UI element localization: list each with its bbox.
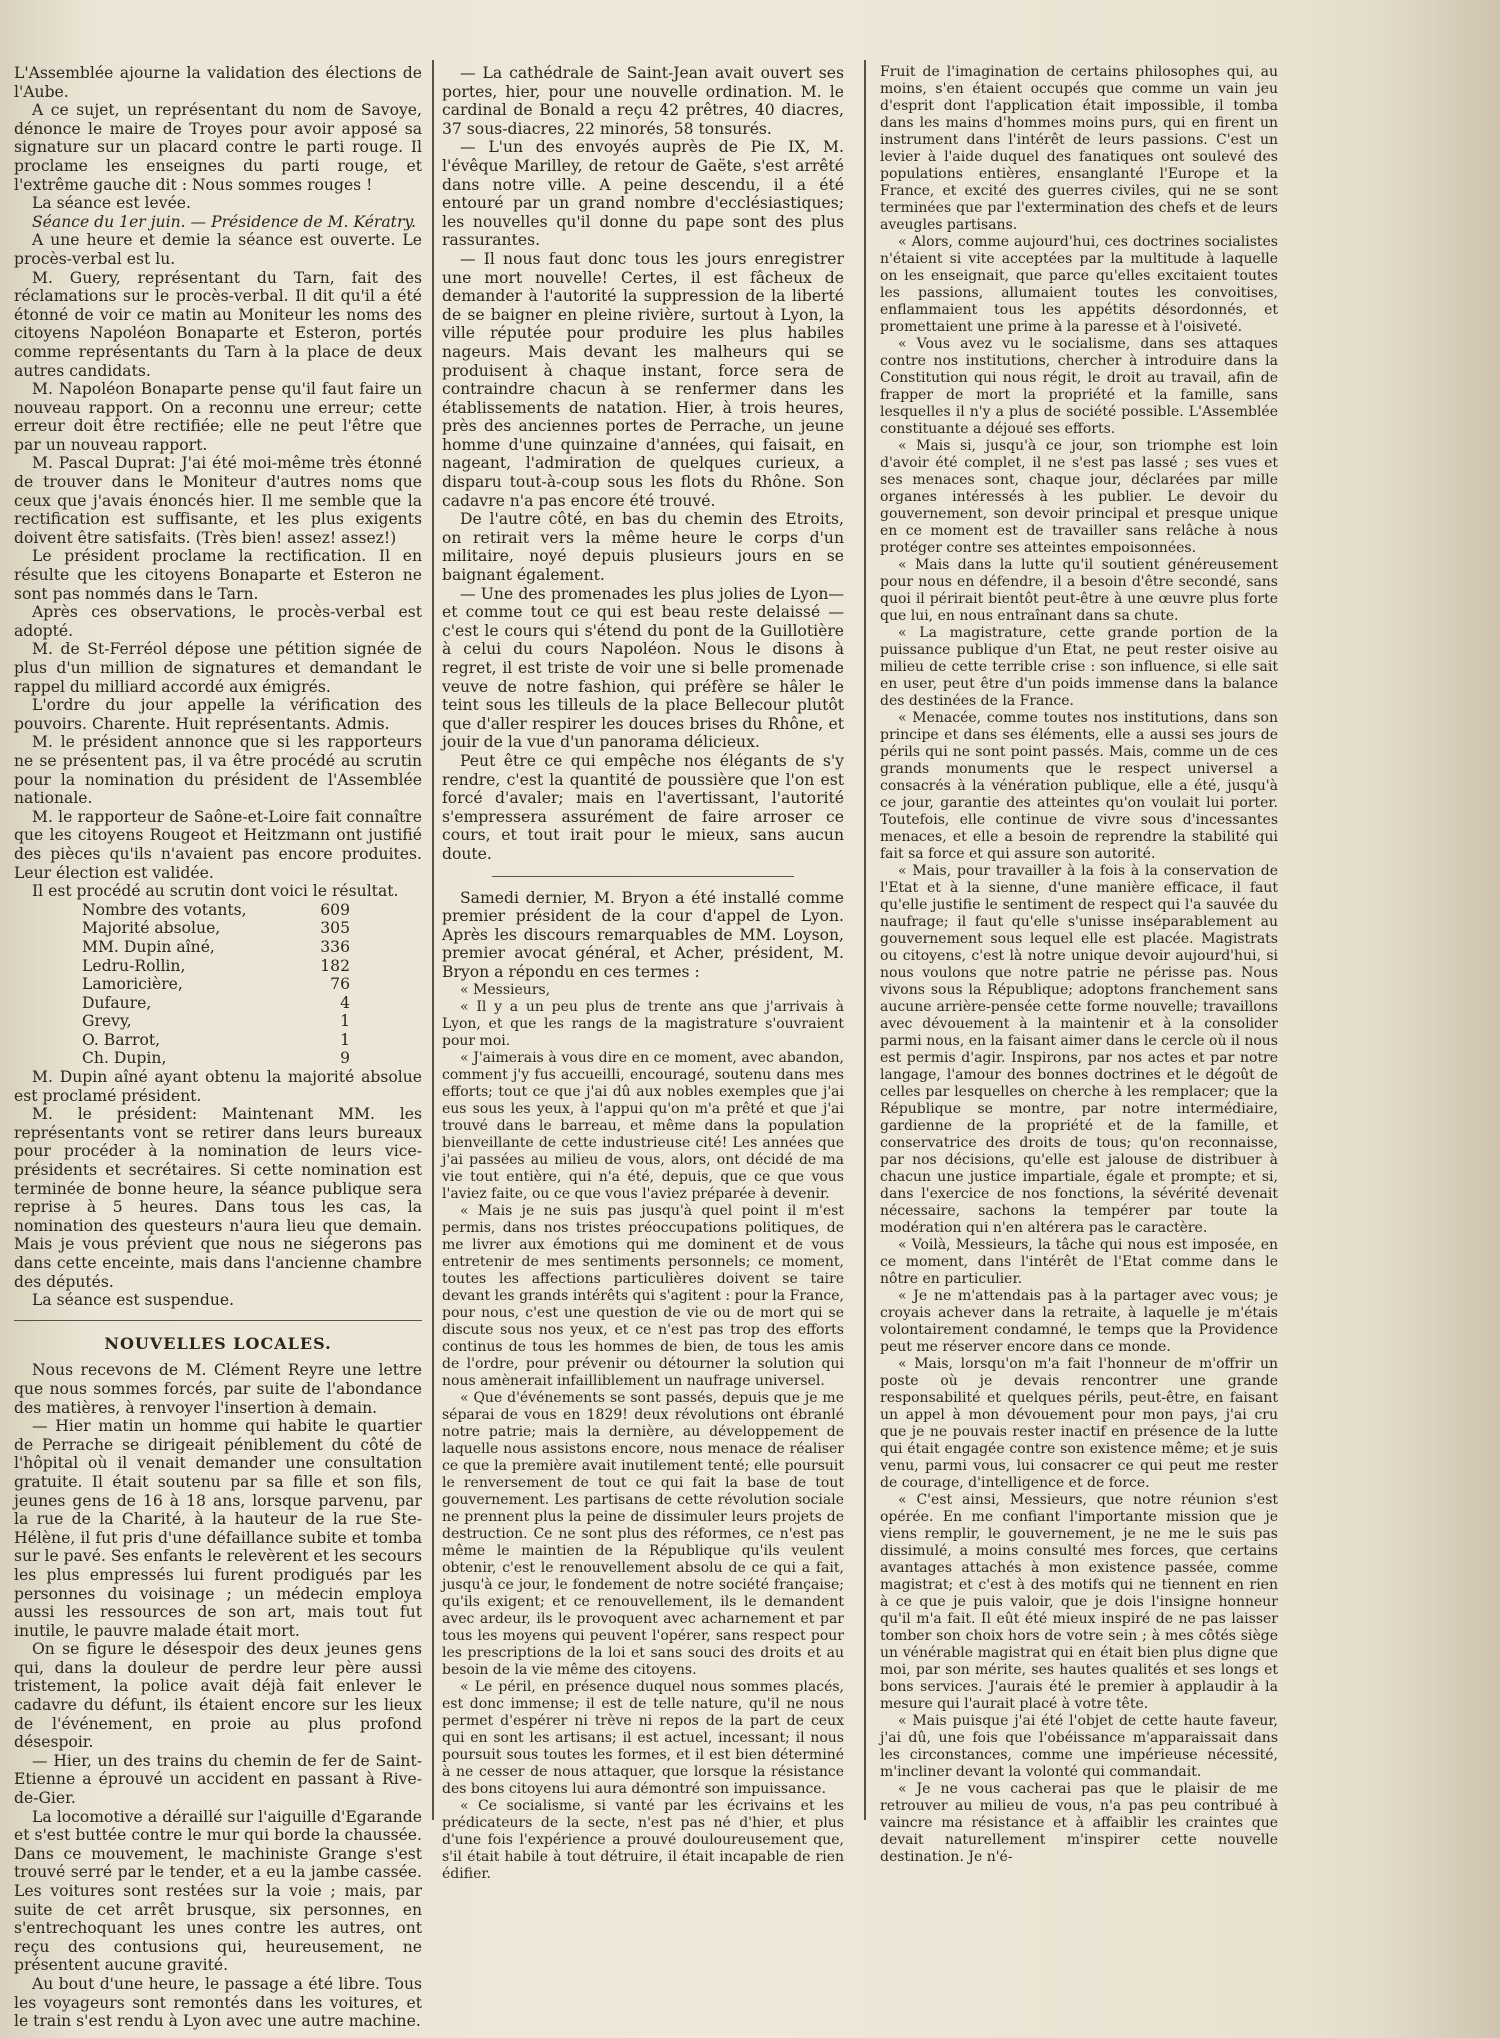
speech-paragraph: « Mais si, jusqu'à ce jour, son triomphe est loin d'avoir été complet, il ne s'est pas lassé ; ses vues et ses menaces sont, chaque jour, déclarées par mille organes intéressés à les publier. Le devoir du gouvernement, son devoir principal et presque unique en ce moment est de travailler sans relâche à nous protéger contre ses atteintes empoisonnées. bbox=[880, 438, 1278, 556]
article-paragraph: Samedi dernier, M. Bryon a été installé comme premier président de la cour d'appel de Lyon. Après les discours remarquables de MM. Loyson, premier avocat général, et Acher, président, M. Bryon a répondu en ces termes : bbox=[442, 888, 844, 981]
column-rule bbox=[864, 60, 866, 1820]
column-2 bbox=[442, 64, 844, 1882]
article-paragraph: M. de St-Ferréol dépose une pétition signée de plus d'un million de signatures et demandant le rappel du milliard accordé aux émigrés. bbox=[14, 640, 422, 696]
vote-row: Nombre des votants, 609 bbox=[82, 900, 350, 919]
column-3 bbox=[880, 64, 1278, 1865]
vote-results-table bbox=[78, 901, 354, 1068]
vote-row: Grevy, 1 bbox=[82, 1012, 350, 1031]
article-paragraph: L'Assemblée ajourne la validation des élections de l'Aube. bbox=[14, 64, 422, 101]
speech-paragraph: « Je ne m'attendais pas à la partager avec vous; je croyais achever dans la retraite, à laquelle je m'étais volontairement condamné, le temps que la Providence peut me réserver encore dans ce monde. bbox=[880, 1288, 1278, 1355]
vote-row: Ledru-Rollin, 182 bbox=[82, 956, 350, 975]
speech-paragraph: « Le péril, en présence duquel nous sommes placés, est donc immense; il est de telle nature, qu'il ne nous permet d'espérer ni trève ni repos de la part de ceux qui en sont les artisans; il est actuel, incessant; il nous poursuit sous toutes les formes, et il est bien déterminé à ne cesser de nous attaquer, que lorsque la résistance des bons citoyens lui aura démontré son impuissance. bbox=[442, 1678, 844, 1797]
speech-paragraph: « Vous avez vu le socialisme, dans ses attaques contre nos institutions, chercher à introduire dans la Constitution qui nous régit, le droit au travail, afin de frapper de mort la propriété et la famille, sans lesquelles il n'y a plus de société possible. L'Assemblée constituante a déjoué ses efforts. bbox=[880, 336, 1278, 437]
article-paragraph: La séance est suspendue. bbox=[32, 1291, 235, 1310]
speech-paragraph: « Mais, pour travailler à la fois à la conservation de l'Etat et à la sienne, d'une manière efficace, il faut qu'elle justifie le sentiment de respect qui l'a sauvée du naufrage; il faut qu'elle s'unisse inséparablement au gouvernement sous lequel elle est placée. Magistrats ou citoyens, c'est là notre unique devoir aujourd'hui, si nous voulons que notre patrie ne périsse pas. Nous vivons sous la République; adoptons franchement sans aucune arrière-pensée cette forme nouvelle; travaillons avec dévouement à la maintenir et à la consolider parmi nous, en la faisant aimer dans le cercle où il nous est permis d'agir. Inspirons, par nos actes et par notre langage, l'amour des bonnes doctrines et le dégoût de celles par lesquelles on cherche à les remplacer; que la République se montre, par notre intermédiaire, gardienne de la propriété et de la famille, et conservatrice des droits de tous; qu'on reconnaisse, par nos décisions, qu'elle est jalouse de distribuer à chacun une justice impartiale, égale et prompte; et si, dans l'exercice de nos fonctions, la sévérité devenait nécessaire, sachons la tempérer par toute la modération qui n'en altérera pas le caractère. bbox=[880, 863, 1278, 1236]
vote-row: Majorité absolue, 305 bbox=[82, 919, 350, 938]
section-divider bbox=[14, 1320, 422, 1321]
article-paragraph: — Hier matin un homme qui habite le quartier de Perrache se dirigeait péniblement du côté de l'hôpital où il venait demander une consultation gratuite. Il était soutenu par sa fille et son fils, jeunes gens de 16 à 18 ans, lorsque parvenu, par la rue de la Charité, à la hauteur de la rue Ste-Hélène, il fut pris d'une défaillance subite et tomba sur le pavé. Ses enfants le relevèrent et les secours les plus empressés lui furent prodigués par les personnes du voisinage ; un médecin employa aussi les ressources de son art, mais tout fut inutile, le pauvre malade était mort. bbox=[14, 1417, 422, 1640]
article-paragraph: — L'un des envoyés auprès de Pie IX, M. l'évêque Marilley, de retour de Gaëte, s'est arrêté dans notre ville. A peine descendu, il a été entouré par un grand nombre d'ecclésiastiques; les nouvelles qu'il donne du pape sont des plus rassurantes. bbox=[442, 138, 844, 250]
article-paragraph: Nous recevons de M. Clément Reyre une lettre que nous sommes forcés, par suite de l'abondance des matières, à renvoyer l'insertion à demain. bbox=[14, 1361, 422, 1417]
article-paragraph: On se figure le désespoir des deux jeunes gens qui, dans la douleur de perdre leur père aussi tristement, la police avait déjà fait enlever le cadavre du défunt, ils étaient encore sur les lieux de l'événement, en proie au plus profond désespoir. bbox=[14, 1640, 422, 1752]
page-edge-shadow bbox=[1300, 0, 1500, 2038]
speech-paragraph: « Mais dans la lutte qu'il soutient généreusement pour nous en défendre, il a besoin d'être secondé, sans quoi il périrait bientôt peut-être à une œuvre plus forte que lui, en nous entraînant dans sa chute. bbox=[880, 557, 1278, 624]
article-paragraph: De l'autre côté, en bas du chemin des Etroits, on retirait vers la même heure le corps d'un militaire, noyé depuis plusieurs jours en se baignant également. bbox=[442, 510, 844, 585]
speech-paragraph: « Il y a un peu plus de trente ans que j'arrivais à Lyon, et que les rangs de la magistrature s'ouvraient pour moi. bbox=[442, 998, 844, 1049]
article-paragraph: Après ces observations, le procès-verbal est adopté. bbox=[14, 603, 422, 640]
article-paragraph: Peut être ce qui empêche nos élégants de s'y rendre, c'est la quantité de poussière que l'on est forcé d'avaler; mais en l'avertissant, l'autorité s'empressera assurément de faire arroser ce cours, et tout irait pour le mieux, sans aucun doute. bbox=[442, 751, 844, 863]
vote-row: MM. Dupin aîné, 336 bbox=[82, 937, 350, 956]
speech-block bbox=[442, 982, 844, 1883]
speech-paragraph: Fruit de l'imagination de certains philosophes qui, au moins, s'en étaient occupés que comme un vain jeu d'esprit dont l'application était impossible, il tomba dans les mains d'hommes moins purs, qui en firent un instrument dans l'intérêt de leurs passions. C'est un levier à l'aide duquel des fanatiques ont soulevé des populations entières, ensanglanté l'Europe et la France, et excité des guerres civiles, qui ne se sont terminées que par l'extermination des chefs et de leurs aveugles partisans. bbox=[880, 64, 1278, 233]
speech-paragraph: « Voilà, Messieurs, la tâche qui nous est imposée, en ce moment, dans l'intérêt de l'Etat comme dans le nôtre en particulier. bbox=[880, 1237, 1278, 1287]
article-paragraph: — Hier, un des trains du chemin de fer de Saint-Etienne a éprouvé un accident en passant à Rive-de-Gier. bbox=[14, 1751, 422, 1808]
vote-row: Lamoricière, 76 bbox=[82, 975, 350, 994]
article-paragraph: M. le président: Maintenant MM. les représentants vont se retirer dans leurs bureaux pour procéder à la nomination de leurs vice-présidents et secrétaires. Si cette nomination est terminée de bonne heure, la séance publique sera reprise à 5 heures. Dans tous les cas, la nomination des questeurs n'aura lieu que demain. Mais je vous prévient que nous ne siégerons pas dans cette enceinte, mais dans l'ancienne chambre des députés. bbox=[14, 1105, 422, 1291]
article-paragraph: M. le président annonce que si les rapporteurs ne se présentent pas, il va être procédé au scrutin pour la nomination du président de l'Assemblée nationale. bbox=[14, 733, 422, 808]
section-divider bbox=[492, 876, 794, 877]
speech-paragraph: « Menacée, comme toutes nos institutions, dans son principe et dans ses éléments, elle a aussi ses jours de périls qui ne sont point passés. Mais, comme un de ces grands monuments que le respect universel a consacrés à la vénération publique, elle a été, jusqu'à ce jour, garantie des atteintes qu'on voulait lui porter. Toutefois, elle continue de vivre sous d'incessantes menaces, et elle a besoin de reprendre la stabilité qui fait sa force et qui assure son autorité. bbox=[880, 710, 1278, 862]
article-paragraph: M. Guery, représentant du Tarn, fait des réclamations sur le procès-verbal. Il dit qu'il a été étonné de voir ce matin au Moniteur les noms des citoyens Napoléon Bonaparte et Esteron, portés comme représentants du Tarn à la place de deux autres candidats. bbox=[14, 268, 422, 380]
article-paragraph: Il est procédé au scrutin dont voici le résultat. bbox=[32, 882, 399, 901]
section-title: NOUVELLES LOCALES. bbox=[104, 1333, 332, 1353]
article-paragraph: Le président proclame la rectification. Il en résulte que les citoyens Bonaparte et Esteron ne sont pas nommés dans le Tarn. bbox=[14, 547, 422, 603]
column-rule bbox=[432, 60, 434, 1820]
speech-paragraph: « Ce socialisme, si vanté par les écrivains et les prédicateurs de la secte, n'est pas né d'hier, et plus d'une fois l'expérience a prouvé douloureusement que, s'il était habile à tout détruire, il était incapable de rien édifier. bbox=[442, 1797, 844, 1882]
article-paragraph: — Il nous faut donc tous les jours enregistrer une mort nouvelle! Certes, il est fâcheux de demander à l'autorité la suppression de la liberté de se baigner en pleine rivière, surtout à Lyon, la ville réputée pour produire les plus habiles nageurs. Mais devant les malheurs qui se produisent à chaque instant, force sera de contraindre chacun à se renfermer dans les établissements de natation. Hier, à trois heures, près des anciennes portes de Perrache, un jeune homme d'une quinzaine d'années, qui faisait, en nageant, l'admiration de quelques curieux, a disparu tout-à-coup sous les flots du Rhône. Son cadavre n'a pas encore été trouvé. bbox=[442, 249, 844, 510]
speech-paragraph: « Mais, lorsqu'on m'a fait l'honneur de m'offrir un poste où je devais rencontrer une grande responsabilité et quelques périls, peut-être, en faisant un appel à mon dévouement pour mon pays, j'ai cru que je ne pouvais rester inactif en présence de la lutte qui était engagée contre son existence même; et je suis venu, parmi vous, lui consacrer ce qui peut me rester de courage, d'intelligence et de force. bbox=[880, 1356, 1278, 1491]
article-paragraph: M. Dupin aîné ayant obtenu la majorité absolue est proclamé président. bbox=[14, 1068, 422, 1105]
article-paragraph: M. Napoléon Bonaparte pense qu'il faut faire un nouveau rapport. On a reconnu une erreur; cette erreur doit être rectifiée; elle ne peut l'être que par un nouveau rapport. bbox=[14, 380, 422, 454]
speech-paragraph: « Alors, comme aujourd'hui, ces doctrines socialistes n'étaient si vite acceptées par la multitude à laquelle on les enseignait, que parce qu'elles excitaient toutes les passions, allumaient toutes les convoitises, enflammaient tous les appétits désordonnés, et promettaient une prime à la paresse et à l'oisiveté. bbox=[880, 234, 1278, 335]
article-paragraph: — Une des promenades les plus jolies de Lyon— et comme tout ce qui est beau reste delaissé — c'est le cours qui s'étend du pont de la Guillotière à celui du cours Napoléon. Nous le disons à regret, il est triste de voir une si belle promenade veuve de notre fashion, qui préfère se hâler le teint sous les tilleuls de la place Bellecour plutôt que d'aller respirer les douces brises du Rhône, et jouir de la vue d'un panorama délicieux. bbox=[442, 584, 844, 752]
speech-paragraph: « J'aimerais à vous dire en ce moment, avec abandon, comment j'y fus accueilli, encouragé, soutenu dans mes efforts; tout ce que j'ai dû aux nobles exemples que j'ai eus sous les yeux, à l'appui qu'on m'a prêté et que j'ai trouvé dans le barreau, et même dans la population bienveillante de cette industrieuse cité! Les années que j'ai passées au milieu de vous, alors, ont décidé de ma vie tout entière, qui n'a été, depuis, que ce que vous l'aviez faite, ou ce que vous l'aviez préparée à devenir. bbox=[442, 1049, 844, 1202]
speech-paragraph: « C'est ainsi, Messieurs, que notre réunion s'est opérée. En me confiant l'importante mission que je viens remplir, le gouvernement, je ne me le suis pas dissimulé, a moins consulté mes forces, que certains avantages attachés à mon existence passée, comme magistrat; et c'est à des motifs qui ne tiennent en rien à ce que je puis valoir, que je dois l'insigne honneur qu'il m'a fait. Il eût été mieux inspiré de ne pas laisser tomber son choix hors de votre sein ; à mes côtés siège un vénérable magistrat qui en était bien plus digne que moi, par son mérite, ses hautes qualités et ses longs et bons services. J'aurais été le premier à applaudir à la mesure qui l'aurait placé à votre tête. bbox=[880, 1492, 1278, 1712]
article-paragraph: A une heure et demie la séance est ouverte. Le procès-verbal est lu. bbox=[14, 231, 422, 268]
article-paragraph: — La cathédrale de Saint-Jean avait ouvert ses portes, hier, pour une nouvelle ordination. M. le cardinal de Bonald a reçu 42 prêtres, 40 diacres, 37 sous-diacres, 22 minorés, 58 tonsurés. bbox=[442, 64, 844, 138]
article-paragraph: Au bout d'une heure, le passage a été libre. Tous les voyageurs sont remontés dans les voitures, et le train s'est rendu à Lyon avec une autre machine. bbox=[14, 1974, 422, 2031]
article-paragraph: L'ordre du jour appelle la vérification des pouvoirs. Charente. Huit représentants. Admis. bbox=[14, 696, 422, 733]
article-paragraph: M. le rapporteur de Saône-et-Loire fait connaître que les citoyens Rougeot et Heitzmann ont justifié des pièces qu'ils n'avaient pas encore produites. Leur élection est validée. bbox=[14, 807, 422, 882]
speech-paragraph: « Je ne vous cacherai pas que le plaisir de me retrouver au milieu de vous, n'a pas peu contribué à vaincre ma résistance et à affaiblir les craintes que devait naturellement m'inspirer cette nouvelle destination. Je n'é- bbox=[880, 1781, 1278, 1865]
speech-paragraph: « Mais je ne suis pas jusqu'à quel point il m'est permis, dans nos tristes préoccupations politiques, de me livrer aux émotions qui me dominent et de vous entretenir de mes sentiments personnels; ce moment, toutes les affections particulières doivent se taire devant les grands intérêts qui s'agitent : pour la France, pour nous, c'est une question de vie ou de mort qui se discute sous nos yeux, et ce n'est pas trop des efforts continus de tous les hommes de bien, de tous les amis de l'ordre, pour prévenir ou détourner la solution qui nous amènerait infailliblement un naufrage universel. bbox=[442, 1202, 844, 1389]
speech-paragraph: « Messieurs, bbox=[460, 981, 551, 998]
article-paragraph: La séance est levée. bbox=[32, 194, 191, 213]
speech-paragraph: « Mais puisque j'ai été l'objet de cette haute faveur, j'ai dû, une fois que l'obéissance m'apparaissait dans les circonstances, comme une impérieuse nécessité, m'incliner devant la volonté qui commandait. bbox=[880, 1713, 1278, 1780]
article-paragraph: A ce sujet, un représentant du nom de Savoye, dénonce le maire de Troyes pour avoir apposé sa signature sur un placard contre le parti rouge. Il proclame les enseignes du parti rouge, et l'extrême gauche dit : Nous sommes rouges ! bbox=[14, 101, 422, 194]
vote-row: Dufaure, 4 bbox=[82, 993, 350, 1012]
vote-row: O. Barrot, 1 bbox=[82, 1030, 350, 1049]
session-heading: Séance du 1er juin. — Présidence de M. Kératry. bbox=[32, 212, 417, 231]
speech-paragraph: « La magistrature, cette grande portion de la puissance publique d'un Etat, ne peut rester oisive au milieu de cette terrible crise : son influence, si elle sait en user, peut être d'un poids immense dans la balance des destinées de la France. bbox=[880, 625, 1278, 709]
article-paragraph: La locomotive a déraillé sur l'aiguille d'Egarande et s'est buttée contre le mur qui borde la chaussée. Dans ce mouvement, le machiniste Grange s'est trouvé serré par le tender, et a eu la jambe cassée. Les voitures sont restées sur la voie ; mais, par suite de cet arrêt brusque, six personnes, en s'entrechoquant les unes contre les autres, ont reçu des contusions qui, heureusement, ne présentent aucune gravité. bbox=[14, 1807, 422, 1975]
article-paragraph: M. Pascal Duprat: J'ai été moi-même très étonné de trouver dans le Moniteur d'autres noms que ceux que j'avais énoncés hier. Il me semble que la rectification est suffisante, et les plus exigents doivent être satisfaits. (Très bien! assez! assez!) bbox=[14, 454, 422, 547]
vote-row: Ch. Dupin, 9 bbox=[82, 1049, 350, 1068]
speech-paragraph: « Que d'événements se sont passés, depuis que je me séparai de vous en 1829! deux révolutions ont ébranlé notre patrie; mais la dernière, au développement de laquelle nous assistons encore, nous menace de réaliser ce que la première avait inutilement tenté; elle poursuit le renversement de tout ce qui fait la base de tout gouvernement. Les partisans de cette révolution sociale ne prennent plus la peine de dissimuler leurs projets de destruction. Ce ne sont plus des réformes, ce n'est pas même le maintien de la République qu'ils veulent obtenir, c'est le renouvellement absolu de ce qui a fait, jusqu'à ce jour, le fondement de notre société française; qu'ils exigent; et ce renouvellement, ils le demandent avec ardeur, ils le provoquent avec acharnement et par tous les moyens qui peuvent l'opérer, sans respect pour les prescriptions de la loi et sans souci des droits et au besoin de la vie même des citoyens. bbox=[442, 1389, 844, 1678]
column-1 bbox=[14, 64, 422, 2031]
